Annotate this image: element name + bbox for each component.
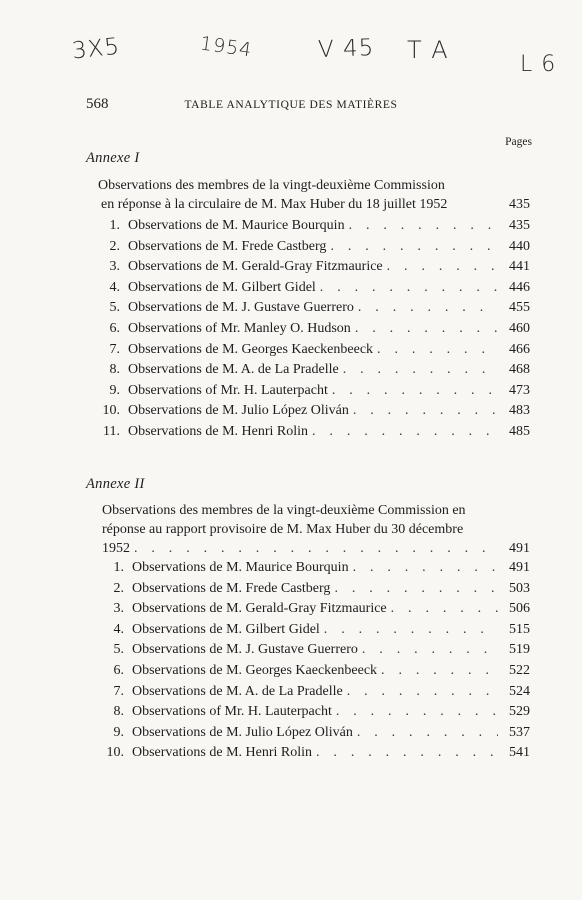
entry-page: 529 [509, 704, 530, 720]
entry-page: 466 [509, 341, 530, 357]
dot-leader [316, 745, 498, 761]
dot-leader [381, 663, 498, 679]
entry-label: Observations de M. Georges Kaeckenbeeck [132, 662, 378, 678]
entry-page: 506 [509, 601, 530, 617]
entry-number: 10. [102, 403, 120, 419]
entry-label: Observations de M. Gerald-Gray Fitzmaurice [128, 259, 383, 275]
entry-number: 2. [109, 238, 120, 254]
toc-entry [96, 321, 530, 342]
pages-column-label: Pages [505, 136, 532, 148]
intro-line [102, 539, 530, 558]
entry-label: Observations de M. Julio López Oliván [132, 724, 353, 740]
intro-text: 1952 [102, 541, 130, 556]
entry-number: 8. [109, 362, 120, 378]
entry-label: Observations de M. Frede Castberg [128, 238, 327, 254]
entry-label: Observations of Mr. H. Lauterpacht [132, 704, 332, 720]
entry-page: 485 [509, 423, 530, 439]
entry-label: Observations de M. Maurice Bourquin [128, 218, 345, 233]
dot-leader [355, 321, 498, 337]
entry-label: Observations de M. A. de La Pradelle [132, 683, 343, 699]
annexe-2-list [100, 560, 530, 766]
entry-page: 541 [509, 745, 530, 761]
entry-number: 6. [113, 662, 124, 678]
page-number: 568 [86, 96, 109, 112]
entry-label: Observations de M. A. de La Pradelle [128, 362, 339, 378]
entry-number: 2. [113, 580, 124, 596]
entry-number: 5. [109, 300, 120, 316]
intro-line: Observations des membres de la vingt-deuxième Commission en [102, 503, 466, 518]
intro-page: 491 [509, 541, 530, 556]
toc-entry [100, 725, 530, 746]
entry-label: Observations de M. Frede Castberg [132, 580, 331, 596]
annexe-1-intro [98, 176, 530, 214]
toc-entry [96, 342, 530, 363]
toc-entry [100, 642, 530, 663]
entry-label: Observations de M. Georges Kaeckenbeeck [128, 341, 374, 357]
toc-entry [96, 239, 530, 260]
toc-entry [96, 259, 530, 280]
dot-leader [347, 684, 498, 700]
dot-leader [353, 560, 498, 576]
handwritten-note: 3X5 [70, 33, 122, 65]
entry-label: Observations de M. Maurice Bourquin [132, 560, 349, 575]
dot-leader [357, 725, 498, 741]
toc-entry [96, 218, 530, 239]
toc-entry [100, 745, 530, 766]
annexe-2-intro [102, 501, 530, 558]
entry-page: 537 [509, 724, 530, 740]
entry-page: 435 [509, 218, 530, 233]
toc-entry [100, 684, 530, 705]
toc-entry [96, 424, 530, 445]
entry-label: Observations de M. Henri Rolin [128, 423, 309, 439]
handwritten-note: L 6 [520, 52, 557, 77]
entry-page: 519 [509, 642, 530, 658]
dot-leader [362, 642, 498, 658]
entry-page: 441 [509, 259, 530, 275]
dot-leader [377, 342, 498, 358]
entry-number: 1. [109, 218, 120, 233]
entry-number: 11. [103, 423, 120, 439]
intro-line [98, 195, 530, 214]
toc-entry [100, 601, 530, 622]
entry-label: Observations of Mr. Manley O. Hudson [128, 320, 351, 336]
intro-line: réponse au rapport provisoire de M. Max Huber du 30 décembre [102, 522, 464, 537]
intro-page: 435 [509, 197, 530, 212]
entry-number: 4. [109, 279, 120, 295]
entry-page: 460 [509, 320, 530, 336]
running-title: TABLE ANALYTIQUE DES MATIÈRES [184, 99, 398, 111]
toc-entry [100, 663, 530, 684]
dot-leader [330, 239, 498, 255]
dot-leader [353, 403, 498, 419]
intro-text: en réponse à la circulaire de M. Max Huber du 18 juillet 1952 [101, 197, 448, 212]
toc-entry [96, 300, 530, 321]
toc-entry [100, 622, 530, 643]
entry-label: Observations of Mr. H. Lauterpacht [128, 382, 328, 398]
entry-number: 3. [113, 601, 124, 617]
entry-label: Observations de M. J. Gustave Guerrero [132, 642, 358, 658]
toc-entry [96, 403, 530, 424]
handwritten-note: 1954 [198, 32, 254, 62]
annexe-1-list [96, 218, 530, 445]
entry-label: Observations de M. Julio López Oliván [128, 403, 349, 419]
toc-entry [96, 362, 530, 383]
annexe-2-title: Annexe II [86, 476, 145, 492]
entry-page: 483 [509, 403, 530, 419]
entry-number: 8. [113, 704, 124, 720]
handwritten-note: V 45 [317, 35, 375, 63]
entry-label: Observations de M. Gilbert Gidel [132, 621, 320, 637]
entry-page: 522 [509, 662, 530, 678]
entry-page: 503 [509, 580, 530, 596]
entry-page: 455 [509, 300, 530, 316]
entry-number: 3. [109, 259, 120, 275]
toc-entry [96, 280, 530, 301]
dot-leader [324, 622, 498, 638]
toc-entry [100, 581, 530, 602]
entry-number: 9. [109, 382, 120, 398]
toc-entry [100, 560, 530, 581]
entry-page: 515 [509, 621, 530, 637]
entry-number: 7. [113, 683, 124, 699]
toc-entry [100, 704, 530, 725]
entry-label: Observations de M. Gerald-Gray Fitzmaurice [132, 601, 387, 617]
dot-leader [320, 280, 498, 296]
entry-page: 473 [509, 382, 530, 398]
dot-leader [391, 601, 498, 617]
dot-leader [349, 218, 498, 234]
entry-label: Observations de M. J. Gustave Guerrero [128, 300, 354, 316]
entry-label: Observations de M. Gilbert Gidel [128, 279, 316, 295]
dot-leader [387, 259, 498, 275]
dot-leader [358, 300, 498, 316]
entry-number: 4. [113, 621, 124, 637]
entry-label: Observations de M. Henri Rolin [132, 745, 313, 761]
dot-leader [134, 539, 498, 558]
entry-number: 5. [113, 642, 124, 658]
dot-leader [312, 424, 498, 440]
entry-number: 6. [109, 320, 120, 336]
entry-number: 1. [113, 560, 124, 575]
entry-page: 440 [509, 238, 530, 254]
annexe-1-title: Annexe I [86, 150, 140, 166]
handwritten-note: T A [407, 36, 449, 64]
entry-page: 524 [509, 683, 530, 699]
toc-entry [96, 383, 530, 404]
dot-leader [334, 581, 498, 597]
entry-page: 491 [509, 560, 530, 575]
dot-leader [332, 383, 498, 399]
entry-page: 468 [509, 362, 530, 378]
intro-line: Observations des membres de la vingt-deuxième Commission [98, 178, 445, 193]
dot-leader [343, 362, 498, 378]
dot-leader [336, 704, 498, 720]
entry-number: 9. [113, 724, 124, 740]
entry-number: 10. [106, 745, 124, 761]
entry-number: 7. [109, 341, 120, 357]
entry-page: 446 [509, 279, 530, 295]
